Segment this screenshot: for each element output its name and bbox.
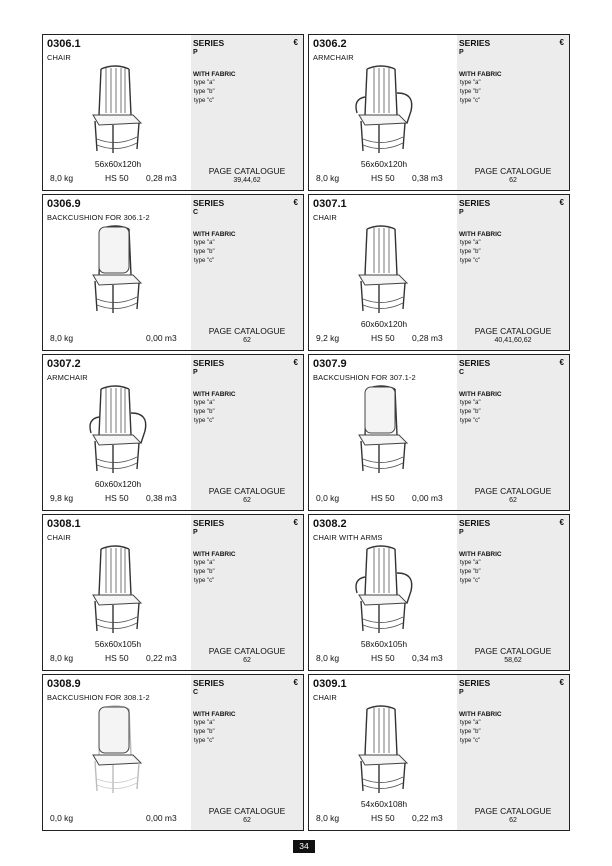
product-card: [42, 34, 304, 191]
fabric-type-list: [460, 239, 481, 265]
currency-symbol: €: [559, 38, 564, 47]
product-hs: HS 50: [105, 653, 129, 663]
fabric-type: type "b": [460, 568, 481, 575]
page-catalogue-label: PAGE CATALOGUE: [208, 646, 286, 656]
product-card: [308, 194, 570, 351]
product-name: BACKCUSHION FOR 306.1-2: [47, 213, 150, 222]
chair-icon: [345, 703, 425, 795]
product-name: BACKCUSHION FOR 307.1-2: [313, 373, 416, 382]
page-catalogue-pages: 62: [509, 177, 517, 184]
product-hs: HS 50: [105, 493, 129, 503]
fabric-type-list: [460, 559, 481, 585]
product-dimensions: 60x60x120h: [94, 479, 142, 489]
product-weight: 8,0 kg: [316, 653, 340, 663]
backcushion-icon: [79, 703, 159, 795]
fabric-type-list: [194, 399, 215, 425]
series-value: P: [459, 689, 464, 696]
fabric-type: type "c": [194, 577, 215, 584]
fabric-type: type "a": [194, 80, 215, 86]
product-card: [42, 674, 304, 831]
fabric-title: WITH FABRIC: [193, 71, 236, 78]
fabric-type: type "b": [194, 248, 215, 255]
currency-symbol: €: [293, 518, 298, 527]
fabric-type: type "a": [194, 560, 215, 566]
fabric-type: type "a": [194, 720, 215, 726]
product-code: 0308.2: [313, 518, 347, 530]
armchair-icon: [345, 543, 425, 635]
product-hs: HS 50: [371, 173, 395, 183]
fabric-type-list: [194, 239, 215, 265]
product-hs: HS 50: [371, 333, 395, 343]
page-number: 34: [293, 840, 315, 853]
product-dimensions: 56x60x120h: [360, 159, 408, 169]
product-hs: HS 50: [371, 493, 395, 503]
armchair-icon: [345, 63, 425, 155]
product-card: [42, 354, 304, 511]
fabric-type: type "a": [194, 400, 215, 406]
fabric-type: type "c": [460, 97, 481, 104]
series-value: C: [459, 369, 465, 376]
product-dimensions: 56x60x105h: [94, 639, 142, 649]
fabric-type-list: [194, 559, 215, 585]
series-label: SERIES: [193, 678, 225, 688]
fabric-type-list: [194, 719, 215, 745]
product-code: 0306.2: [313, 38, 347, 50]
fabric-type-list: [460, 399, 481, 425]
product-card: [308, 674, 570, 831]
page-catalogue-label: PAGE CATALOGUE: [208, 806, 286, 816]
product-name: CHAIR: [313, 693, 337, 702]
product-code: 0308.9: [47, 678, 81, 690]
product-code: 0308.1: [47, 518, 81, 530]
page-catalogue-pages: 62: [509, 817, 517, 824]
fabric-title: WITH FABRIC: [459, 711, 502, 718]
product-code: 0307.2: [47, 358, 81, 370]
page-catalogue-pages: 62: [243, 657, 251, 664]
fabric-type: type "a": [460, 720, 481, 726]
product-card: [308, 354, 570, 511]
series-value: P: [459, 529, 464, 536]
fabric-type-list: [460, 79, 481, 105]
product-volume: 0,22 m3: [412, 813, 443, 823]
series-value: P: [193, 369, 198, 376]
fabric-title: WITH FABRIC: [459, 551, 502, 558]
fabric-type-list: [194, 79, 215, 105]
fabric-type: type "b": [460, 408, 481, 415]
page-catalogue-pages: 39,44,62: [233, 177, 261, 184]
series-label: SERIES: [459, 518, 491, 528]
series-value: P: [459, 49, 464, 56]
fabric-type: type "a": [460, 560, 481, 566]
product-volume: 0,34 m3: [412, 653, 443, 663]
fabric-title: WITH FABRIC: [193, 231, 236, 238]
product-dimensions: 56x60x120h: [94, 159, 142, 169]
product-dimensions: 60x60x120h: [360, 319, 408, 329]
chair-icon: [79, 543, 159, 635]
currency-symbol: €: [293, 678, 298, 687]
fabric-type: type "c": [194, 97, 215, 104]
product-code: 0307.9: [313, 358, 347, 370]
currency-symbol: €: [559, 678, 564, 687]
product-dimensions: 54x60x108h: [360, 799, 408, 809]
series-value: C: [193, 689, 199, 696]
currency-symbol: €: [559, 358, 564, 367]
fabric-type: type "c": [460, 737, 481, 744]
product-weight: 8,0 kg: [50, 653, 74, 663]
page-catalogue-pages: 62: [243, 497, 251, 504]
series-label: SERIES: [193, 38, 225, 48]
fabric-type: type "a": [460, 80, 481, 86]
page-catalogue-label: PAGE CATALOGUE: [474, 326, 552, 336]
page-catalogue-pages: 40,41,60,62: [494, 337, 532, 344]
product-weight: 8,0 kg: [50, 333, 74, 343]
product-hs: HS 50: [371, 813, 395, 823]
page-catalogue-pages: 58,62: [504, 657, 522, 664]
fabric-type: type "b": [194, 728, 215, 735]
fabric-type: type "b": [194, 408, 215, 415]
product-code: 0306.1: [47, 38, 81, 50]
backcushion-icon: [345, 383, 425, 475]
page-catalogue-label: PAGE CATALOGUE: [208, 486, 286, 496]
currency-symbol: €: [559, 518, 564, 527]
fabric-title: WITH FABRIC: [193, 551, 236, 558]
page-catalogue-pages: 62: [243, 817, 251, 824]
product-card: [308, 34, 570, 191]
series-label: SERIES: [459, 38, 491, 48]
fabric-type: type "c": [194, 417, 215, 424]
product-name: ARMCHAIR: [313, 53, 354, 62]
series-label: SERIES: [459, 678, 491, 688]
product-weight: 9,8 kg: [50, 493, 74, 503]
fabric-type: type "c": [460, 417, 481, 424]
product-volume: 0,38 m3: [146, 493, 177, 503]
fabric-type: type "a": [460, 400, 481, 406]
page-catalogue-label: PAGE CATALOGUE: [208, 326, 286, 336]
product-card: [308, 514, 570, 671]
series-label: SERIES: [459, 358, 491, 368]
fabric-type: type "b": [194, 88, 215, 95]
product-name: CHAIR: [47, 53, 71, 62]
product-volume: 0,00 m3: [146, 813, 177, 823]
fabric-title: WITH FABRIC: [459, 71, 502, 78]
fabric-title: WITH FABRIC: [193, 391, 236, 398]
series-value: P: [193, 49, 198, 56]
product-volume: 0,38 m3: [412, 173, 443, 183]
product-name: BACKCUSHION FOR 308.1-2: [47, 693, 150, 702]
currency-symbol: €: [559, 198, 564, 207]
fabric-type: type "b": [460, 248, 481, 255]
series-label: SERIES: [459, 198, 491, 208]
product-card: [42, 514, 304, 671]
series-value: P: [459, 209, 464, 216]
fabric-title: WITH FABRIC: [193, 711, 236, 718]
page-catalogue-label: PAGE CATALOGUE: [474, 646, 552, 656]
backcushion-icon: [79, 223, 159, 315]
page-catalogue-label: PAGE CATALOGUE: [474, 806, 552, 816]
page-catalogue-label: PAGE CATALOGUE: [474, 486, 552, 496]
series-value: P: [193, 529, 198, 536]
product-name: CHAIR: [313, 213, 337, 222]
product-name: CHAIR: [47, 533, 71, 542]
product-hs: HS 50: [105, 173, 129, 183]
currency-symbol: €: [293, 198, 298, 207]
product-hs: HS 50: [371, 653, 395, 663]
product-volume: 0,00 m3: [146, 333, 177, 343]
fabric-type: type "c": [460, 257, 481, 264]
product-weight: 9,2 kg: [316, 333, 340, 343]
product-volume: 0,22 m3: [146, 653, 177, 663]
product-grid: [42, 34, 570, 831]
series-value: C: [193, 209, 199, 216]
product-weight: 8,0 kg: [316, 813, 340, 823]
product-dimensions: 58x60x105h: [360, 639, 408, 649]
fabric-type: type "a": [460, 240, 481, 246]
product-code: 0306.9: [47, 198, 81, 210]
product-weight: 8,0 kg: [316, 173, 340, 183]
product-volume: 0,28 m3: [146, 173, 177, 183]
page-catalogue-label: PAGE CATALOGUE: [474, 166, 552, 176]
page-catalogue-label: PAGE CATALOGUE: [208, 166, 286, 176]
fabric-type: type "a": [194, 240, 215, 246]
chair-icon: [345, 223, 425, 315]
product-weight: 0,0 kg: [50, 813, 74, 823]
product-weight: 0,0 kg: [316, 493, 340, 503]
product-code: 0309.1: [313, 678, 347, 690]
product-name: ARMCHAIR: [47, 373, 88, 382]
fabric-type: type "b": [460, 88, 481, 95]
currency-symbol: €: [293, 358, 298, 367]
fabric-title: WITH FABRIC: [459, 231, 502, 238]
fabric-title: WITH FABRIC: [459, 391, 502, 398]
series-label: SERIES: [193, 518, 225, 528]
fabric-type: type "c": [194, 257, 215, 264]
chair-icon: [79, 63, 159, 155]
product-card: [42, 194, 304, 351]
fabric-type: type "b": [194, 568, 215, 575]
fabric-type: type "c": [194, 737, 215, 744]
page-catalogue-pages: 62: [243, 337, 251, 344]
series-label: SERIES: [193, 358, 225, 368]
page-catalogue-pages: 62: [509, 497, 517, 504]
fabric-type: type "c": [460, 577, 481, 584]
fabric-type-list: [460, 719, 481, 745]
product-name: CHAIR WITH ARMS: [313, 533, 383, 542]
product-code: 0307.1: [313, 198, 347, 210]
product-weight: 8,0 kg: [50, 173, 74, 183]
fabric-type: type "b": [460, 728, 481, 735]
currency-symbol: €: [293, 38, 298, 47]
product-volume: 0,28 m3: [412, 333, 443, 343]
series-label: SERIES: [193, 198, 225, 208]
product-volume: 0,00 m3: [412, 493, 443, 503]
armchair-icon: [79, 383, 159, 475]
